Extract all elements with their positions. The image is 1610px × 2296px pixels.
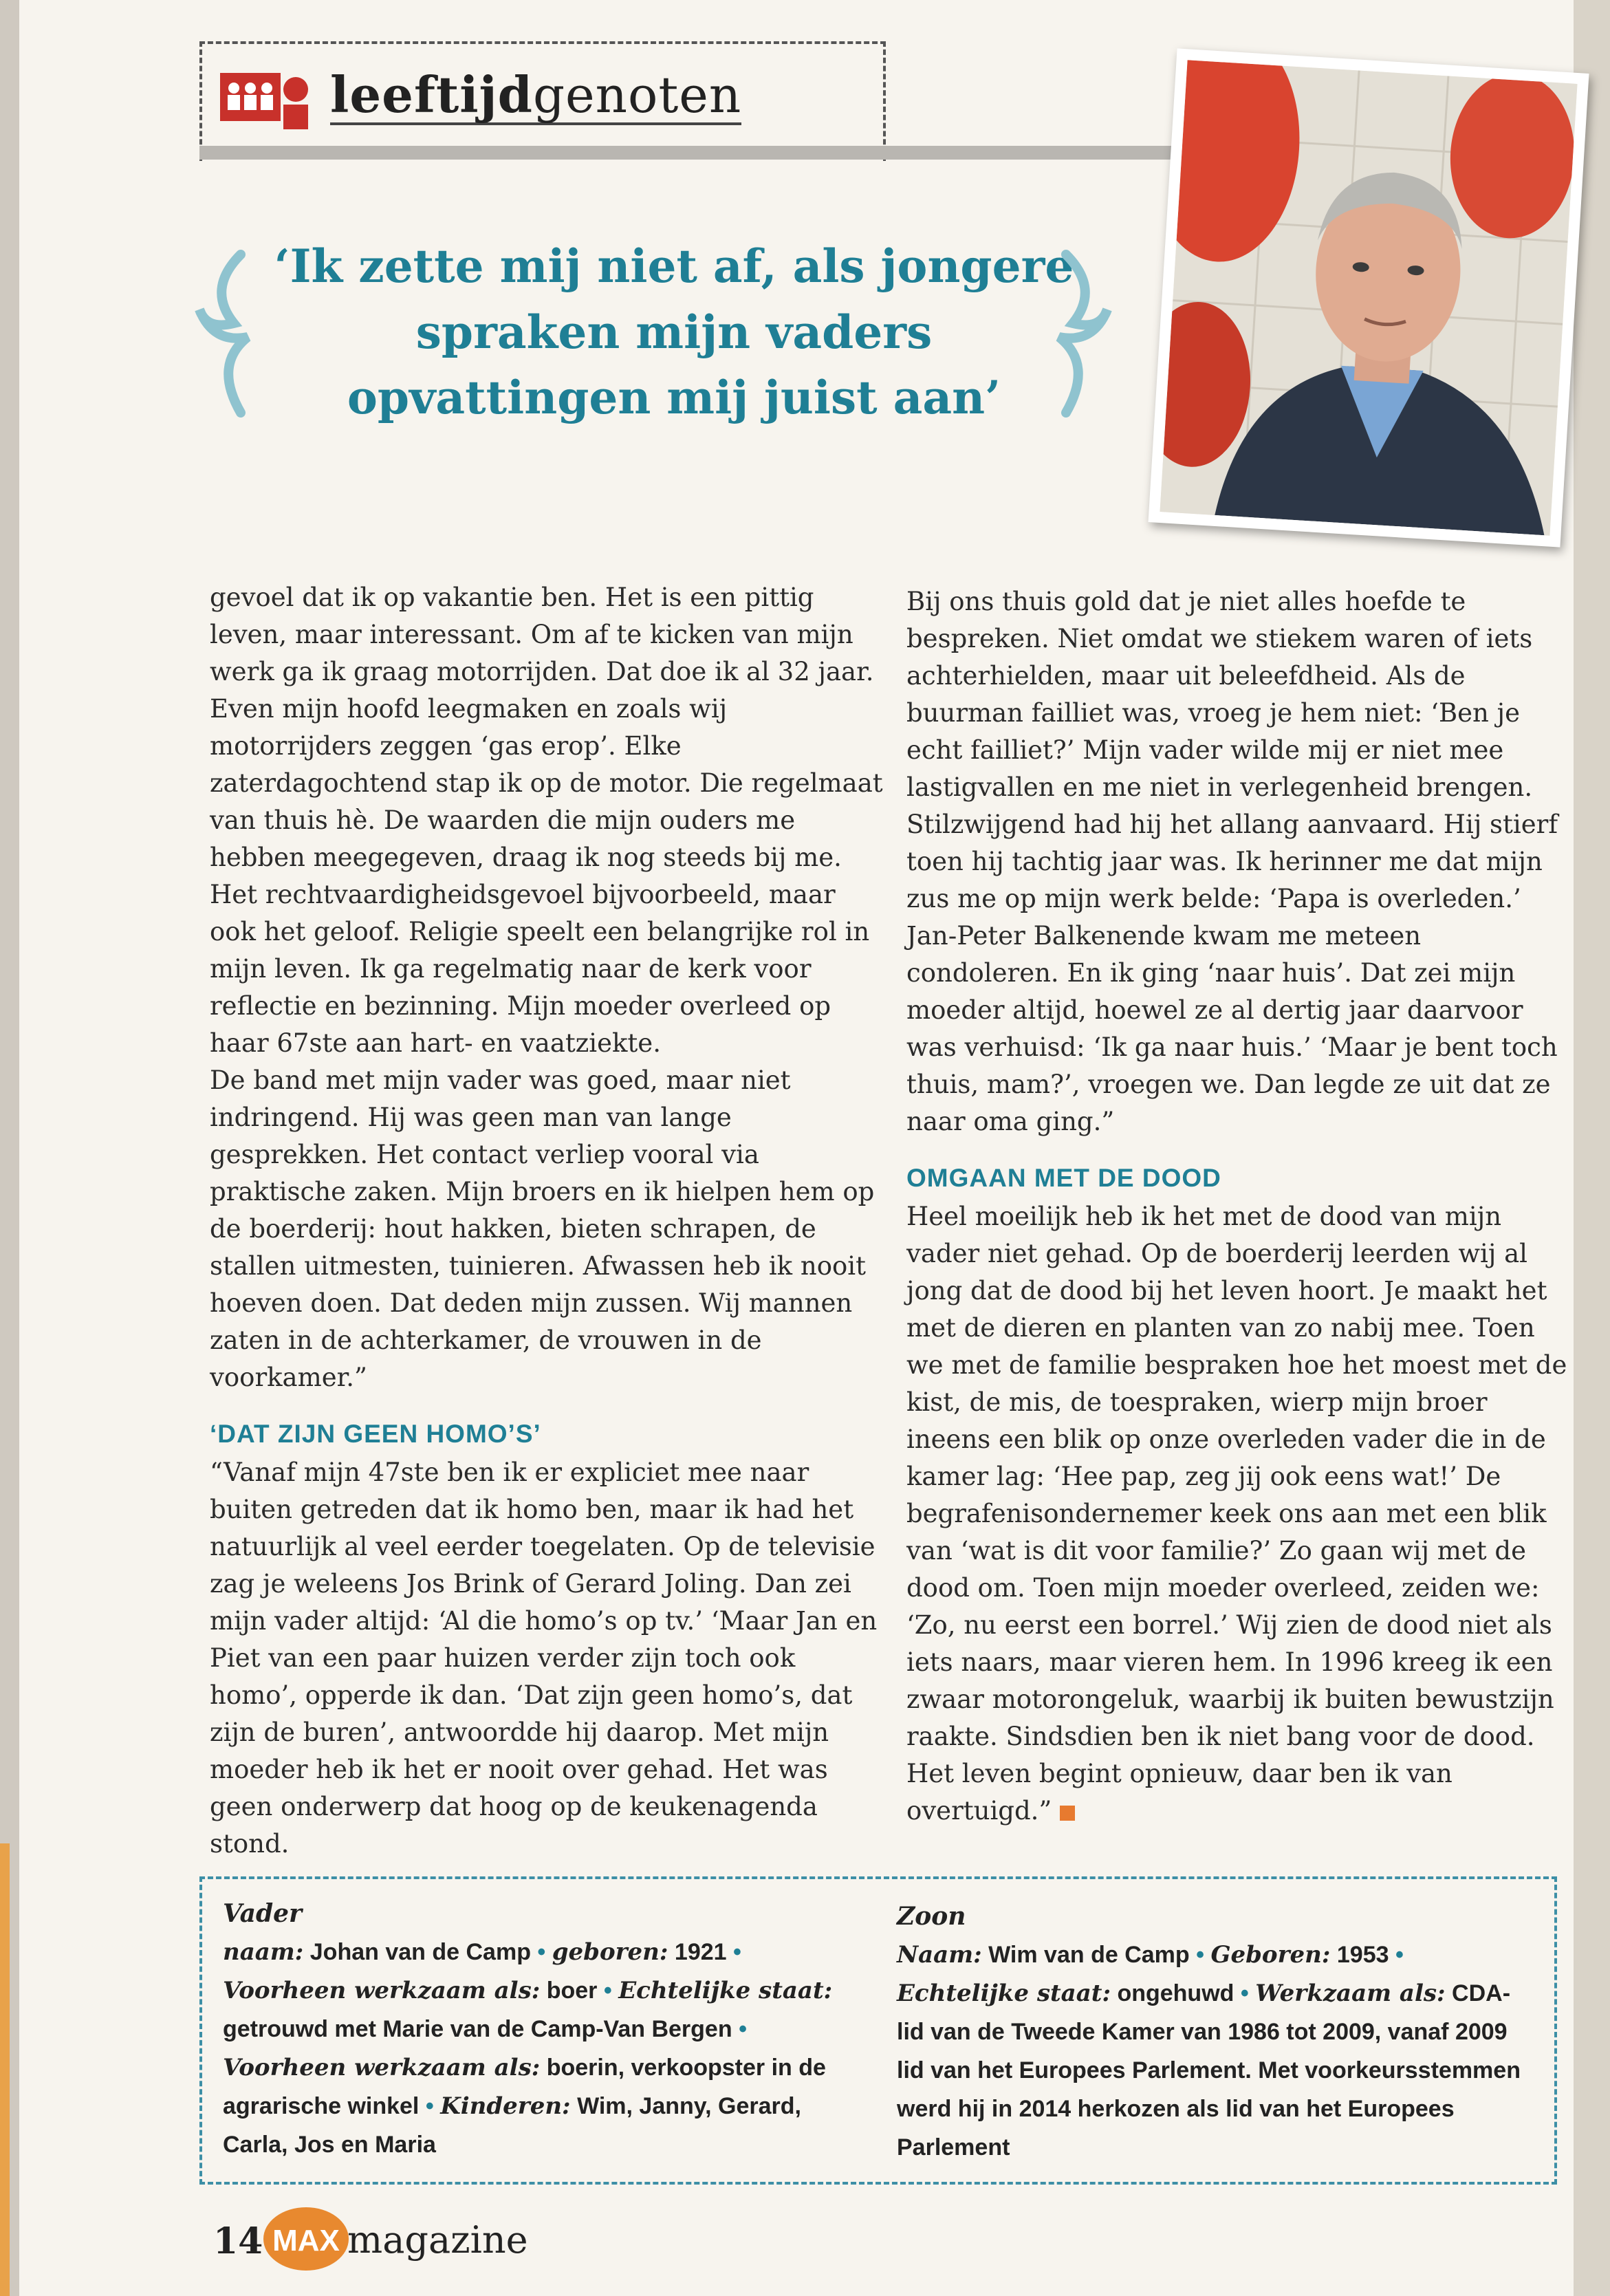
max-logo-icon (258, 2201, 354, 2277)
quote-ornament-right-icon (1038, 248, 1114, 426)
label: Kinderen: (440, 2092, 571, 2120)
father-kids: Wim, Janny, Gerard, Carla, Jos en Maria (223, 2093, 802, 2158)
paragraph-text: Heel moeilijk heb ik het met de dood van mijn vader niet gehad. Op de boerderij leerden wij al jong dat de dood bij het leven hoort. Je maakt het met de dieren en planten van zo nabij mee. Toen we met de familie bespraken hoe het moest met de kist, de mis, de toespraken, wierp mijn broer ineens een blik op onze overleden vader die in de kamer lag: ‘Hee pap, zeg jij ook eens wat!’ De begrafenisondernemer keek ons aan met een blik van ‘wat is dit voor familie?’ Zo gaan wij met de dood om. Toen mijn moeder overleed, zeiden we: ‘Zo, nu eerst een borrel.’ Wij zien de dood niet als iets naars, maar vieren hem. In 1996 kreeg ik een zwaar motorongeluk, waarbij ik buiten bewustzijn raakte. Sindsdien ben ik niet bang voor de dood. Het leven begint opnieuw, daar ben ik van overtuigd.” (906, 1202, 1567, 1826)
father-job: boer (546, 1978, 598, 2004)
label: naam: (223, 1938, 304, 1966)
paragraph: De band met mijn vader was goed, maar niet indringend. Hij was geen man van lange gesprekken. Het contact verliep vooral via praktische zaken. Mijn broers en ik hielpen hem op de boerderij: hout hakken, bieten schrapen, de stallen uitmesten, tuinieren. Afwassen heb ik nooit hoeven doen. Dat deden mijn zussen. Wij mannen zaten in de achterkamer, de vrouwen in de voorkamer.” (210, 1065, 875, 1392)
son-job: CDA-lid van de Tweede Kamer van 1986 tot 2009, vanaf 2009 lid van het Europees Parlement. Met voorkeursstemmen werd hij in 2014 herkozen als lid van het Europees Parlement (897, 1980, 1521, 2160)
father-profile (223, 1894, 862, 2164)
father-heading: Vader (223, 1899, 302, 1928)
paragraph (906, 1198, 1574, 1830)
end-of-article-icon (1060, 1806, 1075, 1821)
section-title-bold: leeftijd (330, 65, 533, 124)
son-heading: Zoon (897, 1902, 966, 1931)
mother-job: boerin, verkoopster in de agrarische winkel (223, 2055, 826, 2119)
label: Naam: (897, 1941, 982, 1969)
label: Voorheen werkzaam als: (223, 2054, 541, 2081)
father-born: 1921 (674, 1939, 727, 1965)
subheading: ‘DAT ZIJN GEEN HOMO’S’ (210, 1420, 541, 1448)
paragraph: gevoel dat ik op vakantie ben. Het is een pittig leven, maar interessant. Om af te kicken van mijn werk ga ik graag motorrijden. Dat doe ik al 32 jaar. Even mijn hoofd leegmaken en zoals wij motorrijders zeggen ‘gas erop’. Elke zaterdagochtend stap ik op de motor. Die regelmaat van thuis hè. De waarden die mijn ouders me hebben meegegeven, draag ik nog steeds bij me. Het rechtvaardigheidsgevoel bijvoorbeeld, maar ook het geloof. Religie speelt een belangrijke rol in mijn leven. Ik ga regelmatig naar de kerk voor reflectie en bezinning. Mijn moeder overleed op haar 67ste aan hart- en vaatziekte. (210, 583, 883, 1058)
pull-quote (261, 234, 1087, 431)
label: Geboren: (1210, 1941, 1331, 1969)
paragraph: Bij ons thuis gold dat je niet alles hoefde te bespreken. Niet omdat we stiekem waren of iets achterhielden, maar uit beleefdheid. Als de buurman failliet was, vroeg je hem niet: ‘Ben je echt failliet?’ Mijn vader wilde mij er niet mee lastigvallen en me niet in verlegenheid brengen. Stilzwijgend had hij het allang aanvaard. Hij stierf toen hij tachtig jaar was. Ik herinner me dat mijn zus me op mijn werk belde: ‘Papa is overleden.’ Jan-Peter Balkenende kwam me meteen condoleren. En ik ging ‘naar huis’. Dat zei mijn moeder altijd, hoewel ze al dertig jaar daarvoor was verhuisd: ‘Ik ga naar huis.’ ‘Maar je bent toch thuis, mam?’, vroegen we. Dan legde ze uit dat ze naar oma ging.” (906, 587, 1558, 1136)
binding-orange-strip (0, 1843, 10, 2296)
separator-dot: • (739, 2016, 747, 2042)
pull-quote-line-2: spraken mijn vaders (415, 305, 933, 359)
separator-dot: • (733, 1939, 741, 1965)
portrait-illustration (1160, 60, 1577, 535)
paragraph: “Vanaf mijn 47ste ben ik er expliciet mee naar buiten getreden dat ik homo ben, maar ik had het natuurlijk al veel eerder toegelaten. Op de televisie zag je weleens Jos Brink of Gerard Joling. Dan zei mijn vader altijd: ‘Al die homo’s op tv.’ ‘Maar Jan en Piet van een paar huizen verder zijn toch ook homo’, opperde ik dan. ‘Dat zijn geen homo’s, dat zijn de buren’, antwoordde hij daarop. Met mijn moeder heb ik het er nooit over gehad. Het was geen onderwerp dat hoog op de keukenagenda stond. (210, 1458, 878, 1859)
father-status: getrouwd met Marie van de Camp-Van Bergen (223, 2016, 732, 2042)
separator-dot: • (425, 2093, 434, 2119)
son-born: 1953 (1336, 1942, 1389, 1968)
section-title-regular: genoten (532, 66, 742, 124)
header-rule (199, 146, 1176, 160)
portrait-photo (1148, 48, 1589, 547)
page-number: 14 (213, 2220, 263, 2262)
father-name: Johan van de Camp (309, 1939, 531, 1965)
label: Echtelijke staat: (618, 1977, 833, 2004)
separator-dot: • (1395, 1942, 1404, 1968)
portrait-photo-image (1160, 60, 1577, 535)
page-right-shadow (1574, 0, 1610, 2296)
pull-quote-line-3: opvattingen mij juist aan’ (347, 371, 1001, 425)
profile-info-box (199, 1876, 1557, 2185)
separator-dot: • (1196, 1942, 1205, 1968)
subheading: OMGAAN MET DE DOOD (906, 1164, 1221, 1192)
son-name: Wim van de Camp (988, 1942, 1190, 1968)
label: Werkzaam als: (1255, 1980, 1446, 2007)
quote-ornament-left-icon (193, 248, 268, 426)
separator-dot: • (603, 1978, 612, 2004)
section-title (330, 67, 741, 125)
label: Echtelijke staat: (897, 1980, 1111, 2007)
pull-quote-line-1: ‘Ik zette mij niet af, als jongere (274, 239, 1074, 293)
separator-dot: • (537, 1939, 546, 1965)
magazine-name: magazine (347, 2218, 528, 2262)
son-profile (897, 1897, 1536, 2167)
article-column-left (210, 579, 884, 1863)
people-group-icon (219, 70, 312, 132)
separator-dot: • (1240, 1980, 1249, 2006)
logo-text: MAX (272, 2224, 340, 2257)
article-column-right (906, 583, 1574, 1830)
label: Voorheen werkzaam als: (223, 1977, 541, 2004)
son-status: ongehuwd (1117, 1980, 1234, 2006)
label: geboren: (552, 1938, 668, 1966)
